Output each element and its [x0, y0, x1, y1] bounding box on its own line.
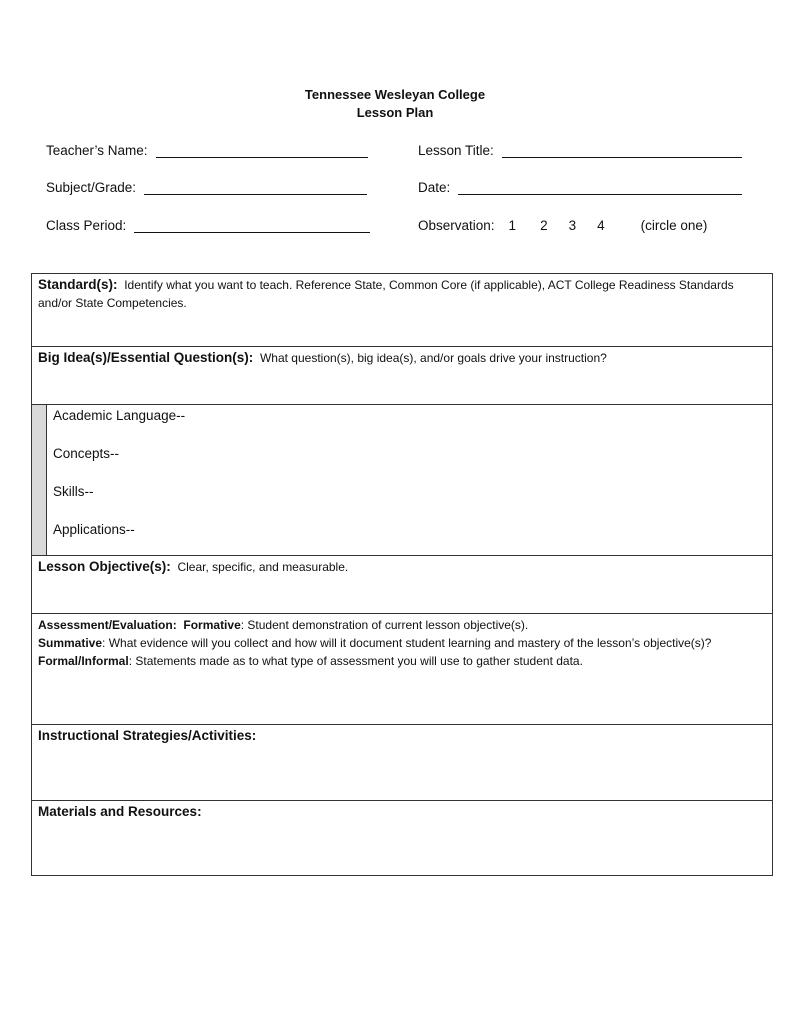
- teacher-name-input-line[interactable]: [156, 143, 368, 158]
- formative-text: : Student demonstration of current lesson objective(s).: [240, 618, 529, 632]
- lesson-title-input-line[interactable]: [502, 143, 742, 158]
- big-idea-text: What question(s), big idea(s), and/or goals drive your instruction?: [259, 351, 607, 365]
- lesson-title-field: [418, 143, 742, 158]
- observation-hint: (circle one): [640, 218, 708, 233]
- date-label: Date:: [418, 180, 451, 195]
- class-period-field: [46, 218, 370, 233]
- class-period-label: Class Period:: [46, 218, 127, 233]
- objectives-heading: Lesson Objective(s):: [38, 559, 171, 574]
- concepts-item: Concepts--: [53, 446, 120, 461]
- class-period-input-line[interactable]: [134, 218, 370, 233]
- formal-informal-text: : Statements made as to what type of assessment you will use to gather student data.: [128, 654, 583, 668]
- objectives-section[interactable]: [32, 556, 772, 614]
- formal-informal-label: Formal/Informal: [38, 654, 129, 668]
- lesson-plan-table: [31, 273, 773, 876]
- observation-label: Observation:: [418, 218, 495, 233]
- skills-item: Skills--: [53, 484, 94, 499]
- summative-text: : What evidence will you collect and how will it document student learning and mastery of the lesson’s objective(s)?: [102, 636, 712, 650]
- summative-label: Summative: [38, 636, 103, 650]
- observation-option-2[interactable]: 2: [540, 218, 548, 233]
- assessment-heading: Assessment/Evaluation:: [38, 618, 177, 632]
- standards-heading: Standard(s):: [38, 277, 118, 292]
- teacher-name-label: Teacher’s Name:: [46, 143, 148, 158]
- document-header: [0, 86, 790, 122]
- subject-grade-field: [46, 180, 367, 195]
- observation-option-3[interactable]: 3: [568, 218, 577, 233]
- concepts-section[interactable]: [32, 405, 772, 556]
- subject-grade-label: Subject/Grade:: [46, 180, 137, 195]
- standards-text: Identify what you want to teach. Reference State, Common Core (if applicable), ACT College Readiness Standards and/or State Competencies.: [38, 278, 734, 310]
- observation-option-1[interactable]: 1: [508, 218, 517, 233]
- strategies-heading: Instructional Strategies/Activities:: [38, 728, 257, 743]
- teacher-name-field: [46, 143, 368, 158]
- date-input-line[interactable]: [458, 180, 742, 195]
- big-idea-section[interactable]: [32, 347, 772, 405]
- materials-heading: Materials and Resources:: [38, 804, 202, 819]
- materials-section[interactable]: [32, 801, 772, 875]
- observation-field: [418, 218, 707, 233]
- formative-label: Formative: [183, 618, 241, 632]
- shaded-margin-bar: [32, 405, 47, 555]
- lesson-title-label: Lesson Title:: [418, 143, 494, 158]
- subject-grade-input-line[interactable]: [144, 180, 367, 195]
- date-field: [418, 180, 742, 195]
- academic-language-item: Academic Language--: [53, 408, 186, 423]
- big-idea-heading: Big Idea(s)/Essential Question(s):: [38, 350, 254, 365]
- institution-name: Tennessee Wesleyan College: [304, 87, 486, 102]
- strategies-section[interactable]: [32, 725, 772, 801]
- assessment-section[interactable]: [32, 614, 772, 725]
- observation-option-4[interactable]: 4: [597, 218, 605, 233]
- standards-section[interactable]: [32, 274, 772, 347]
- document-title: Lesson Plan: [356, 105, 434, 120]
- applications-item: Applications--: [53, 522, 135, 537]
- objectives-text: Clear, specific, and measurable.: [177, 560, 349, 574]
